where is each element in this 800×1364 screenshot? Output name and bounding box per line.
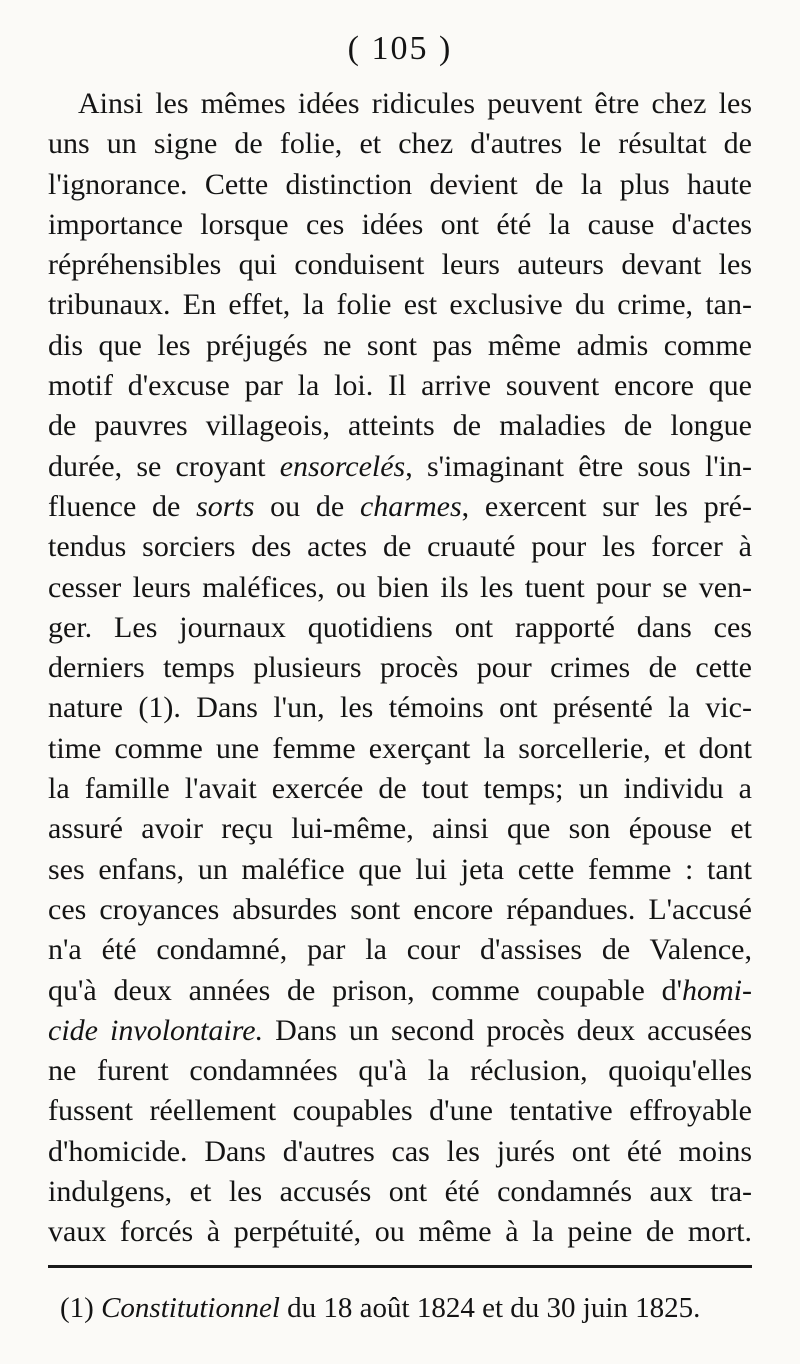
text-line <box>48 1091 752 1131</box>
italic-text: charmes <box>359 489 462 523</box>
text-segment: n'a été condamné, par la cour d'assises de Valence, <box>48 933 752 967</box>
text-segment: indulgens, et les accusés ont été condamnés aux tra- <box>48 1175 752 1209</box>
text-segment: , s'imaginant être sous l'in- <box>405 449 753 483</box>
text-segment: qu'à deux années de prison, comme coupable d' <box>48 973 682 1007</box>
text-segment: time comme une femme exerçant la sorcellerie, et dont <box>48 731 752 765</box>
text-line <box>48 285 752 325</box>
text-segment: derniers temps plusieurs procès pour crimes de cette <box>48 651 752 685</box>
italic-text: cide involontaire. <box>48 1013 264 1047</box>
text-line <box>48 850 752 890</box>
text-line <box>48 1132 752 1172</box>
italic-text: sorts <box>196 489 255 523</box>
text-line <box>48 809 752 849</box>
footnote <box>60 1290 752 1326</box>
text-line <box>48 1212 752 1252</box>
footnote-rule <box>48 1265 752 1268</box>
body-text <box>48 84 752 1253</box>
text-line <box>48 1011 752 1051</box>
text-segment: cesser leurs maléfices, ou bien ils les tuent pour se ven- <box>48 570 752 604</box>
text-segment: fluence de <box>48 489 197 523</box>
page-number: ( 105 ) <box>347 30 453 67</box>
text-segment: fussent réellement coupables d'une tentative effroyable <box>48 1094 752 1128</box>
text-segment: ces croyances absurdes sont encore répandues. L'accusé <box>48 892 752 926</box>
text-segment: dis que les préjugés ne sont pas même admis comme <box>48 328 752 362</box>
text-segment: ses enfans, un maléfice que lui jeta cette femme : tant <box>48 852 752 886</box>
text-segment: ne furent condamnées qu'à la réclusion, quoiqu'elles <box>48 1054 752 1088</box>
text-line <box>48 971 752 1011</box>
italic-text: ensorcelés <box>279 449 406 483</box>
text-line <box>48 406 752 446</box>
text-line <box>48 608 752 648</box>
text-line <box>48 729 752 769</box>
text-segment: tribunaux. En effet, la folie est exclusive du crime, tan- <box>48 288 752 322</box>
italic-text: homi- <box>682 973 752 1007</box>
text-line <box>48 890 752 930</box>
text-segment: vaux forcés à perpétuité, ou même à la peine de mort. <box>48 1215 752 1249</box>
text-segment: la famille l'avait exercée de tout temps; un individu a <box>48 772 752 806</box>
footnote-source: Constitutionnel <box>101 1292 280 1324</box>
text-segment: , exercent sur les pré- <box>461 489 752 523</box>
text-segment: assuré avoir reçu lui-même, ainsi que son épouse et <box>48 812 752 846</box>
text-segment: répréhensibles qui conduisent leurs auteurs devant les <box>48 248 752 282</box>
text-segment: tendus sorciers des actes de cruauté pour les forcer à <box>48 530 752 564</box>
text-line <box>48 648 752 688</box>
text-line <box>48 245 752 285</box>
text-line <box>48 769 752 809</box>
text-segment: ger. Les journaux quotidiens ont rapporté dans ces <box>48 610 752 644</box>
text-line <box>48 1172 752 1212</box>
text-segment: Ainsi les mêmes idées ridicules peuvent être chez les <box>78 87 752 120</box>
text-segment: d'homicide. Dans d'autres cas les jurés ont été moins <box>48 1134 752 1168</box>
text-segment: durée, se croyant <box>48 449 280 483</box>
text-line <box>48 366 752 406</box>
footnote-marker: (1) <box>60 1292 94 1324</box>
text-line <box>48 165 752 205</box>
footnote-rest: du 18 août 1824 et du 30 juin 1825. <box>279 1292 701 1324</box>
text-line <box>48 326 752 366</box>
text-segment: l'ignorance. Cette distinction devient de la plus haute <box>48 167 752 201</box>
text-line <box>48 487 752 527</box>
text-segment: ou de <box>254 489 360 523</box>
text-line <box>48 447 752 487</box>
text-segment: motif d'excuse par la loi. Il arrive souvent encore que <box>48 369 752 403</box>
text-line <box>48 84 752 124</box>
text-line <box>48 205 752 245</box>
text-line <box>48 527 752 567</box>
text-line <box>48 1051 752 1091</box>
text-segment: de pauvres villageois, atteints de maladies de longue <box>48 409 752 443</box>
text-segment: nature (1). Dans l'un, les témoins ont présenté la vic- <box>48 691 752 725</box>
text-line <box>48 124 752 164</box>
text-segment: importance lorsque ces idées ont été la cause d'actes <box>48 207 752 241</box>
text-line <box>48 688 752 728</box>
text-segment: uns un signe de folie, et chez d'autres le résultat de <box>48 127 752 161</box>
text-line <box>48 568 752 608</box>
text-segment: Dans un second procès deux accusées <box>263 1013 753 1047</box>
text-line <box>48 930 752 970</box>
